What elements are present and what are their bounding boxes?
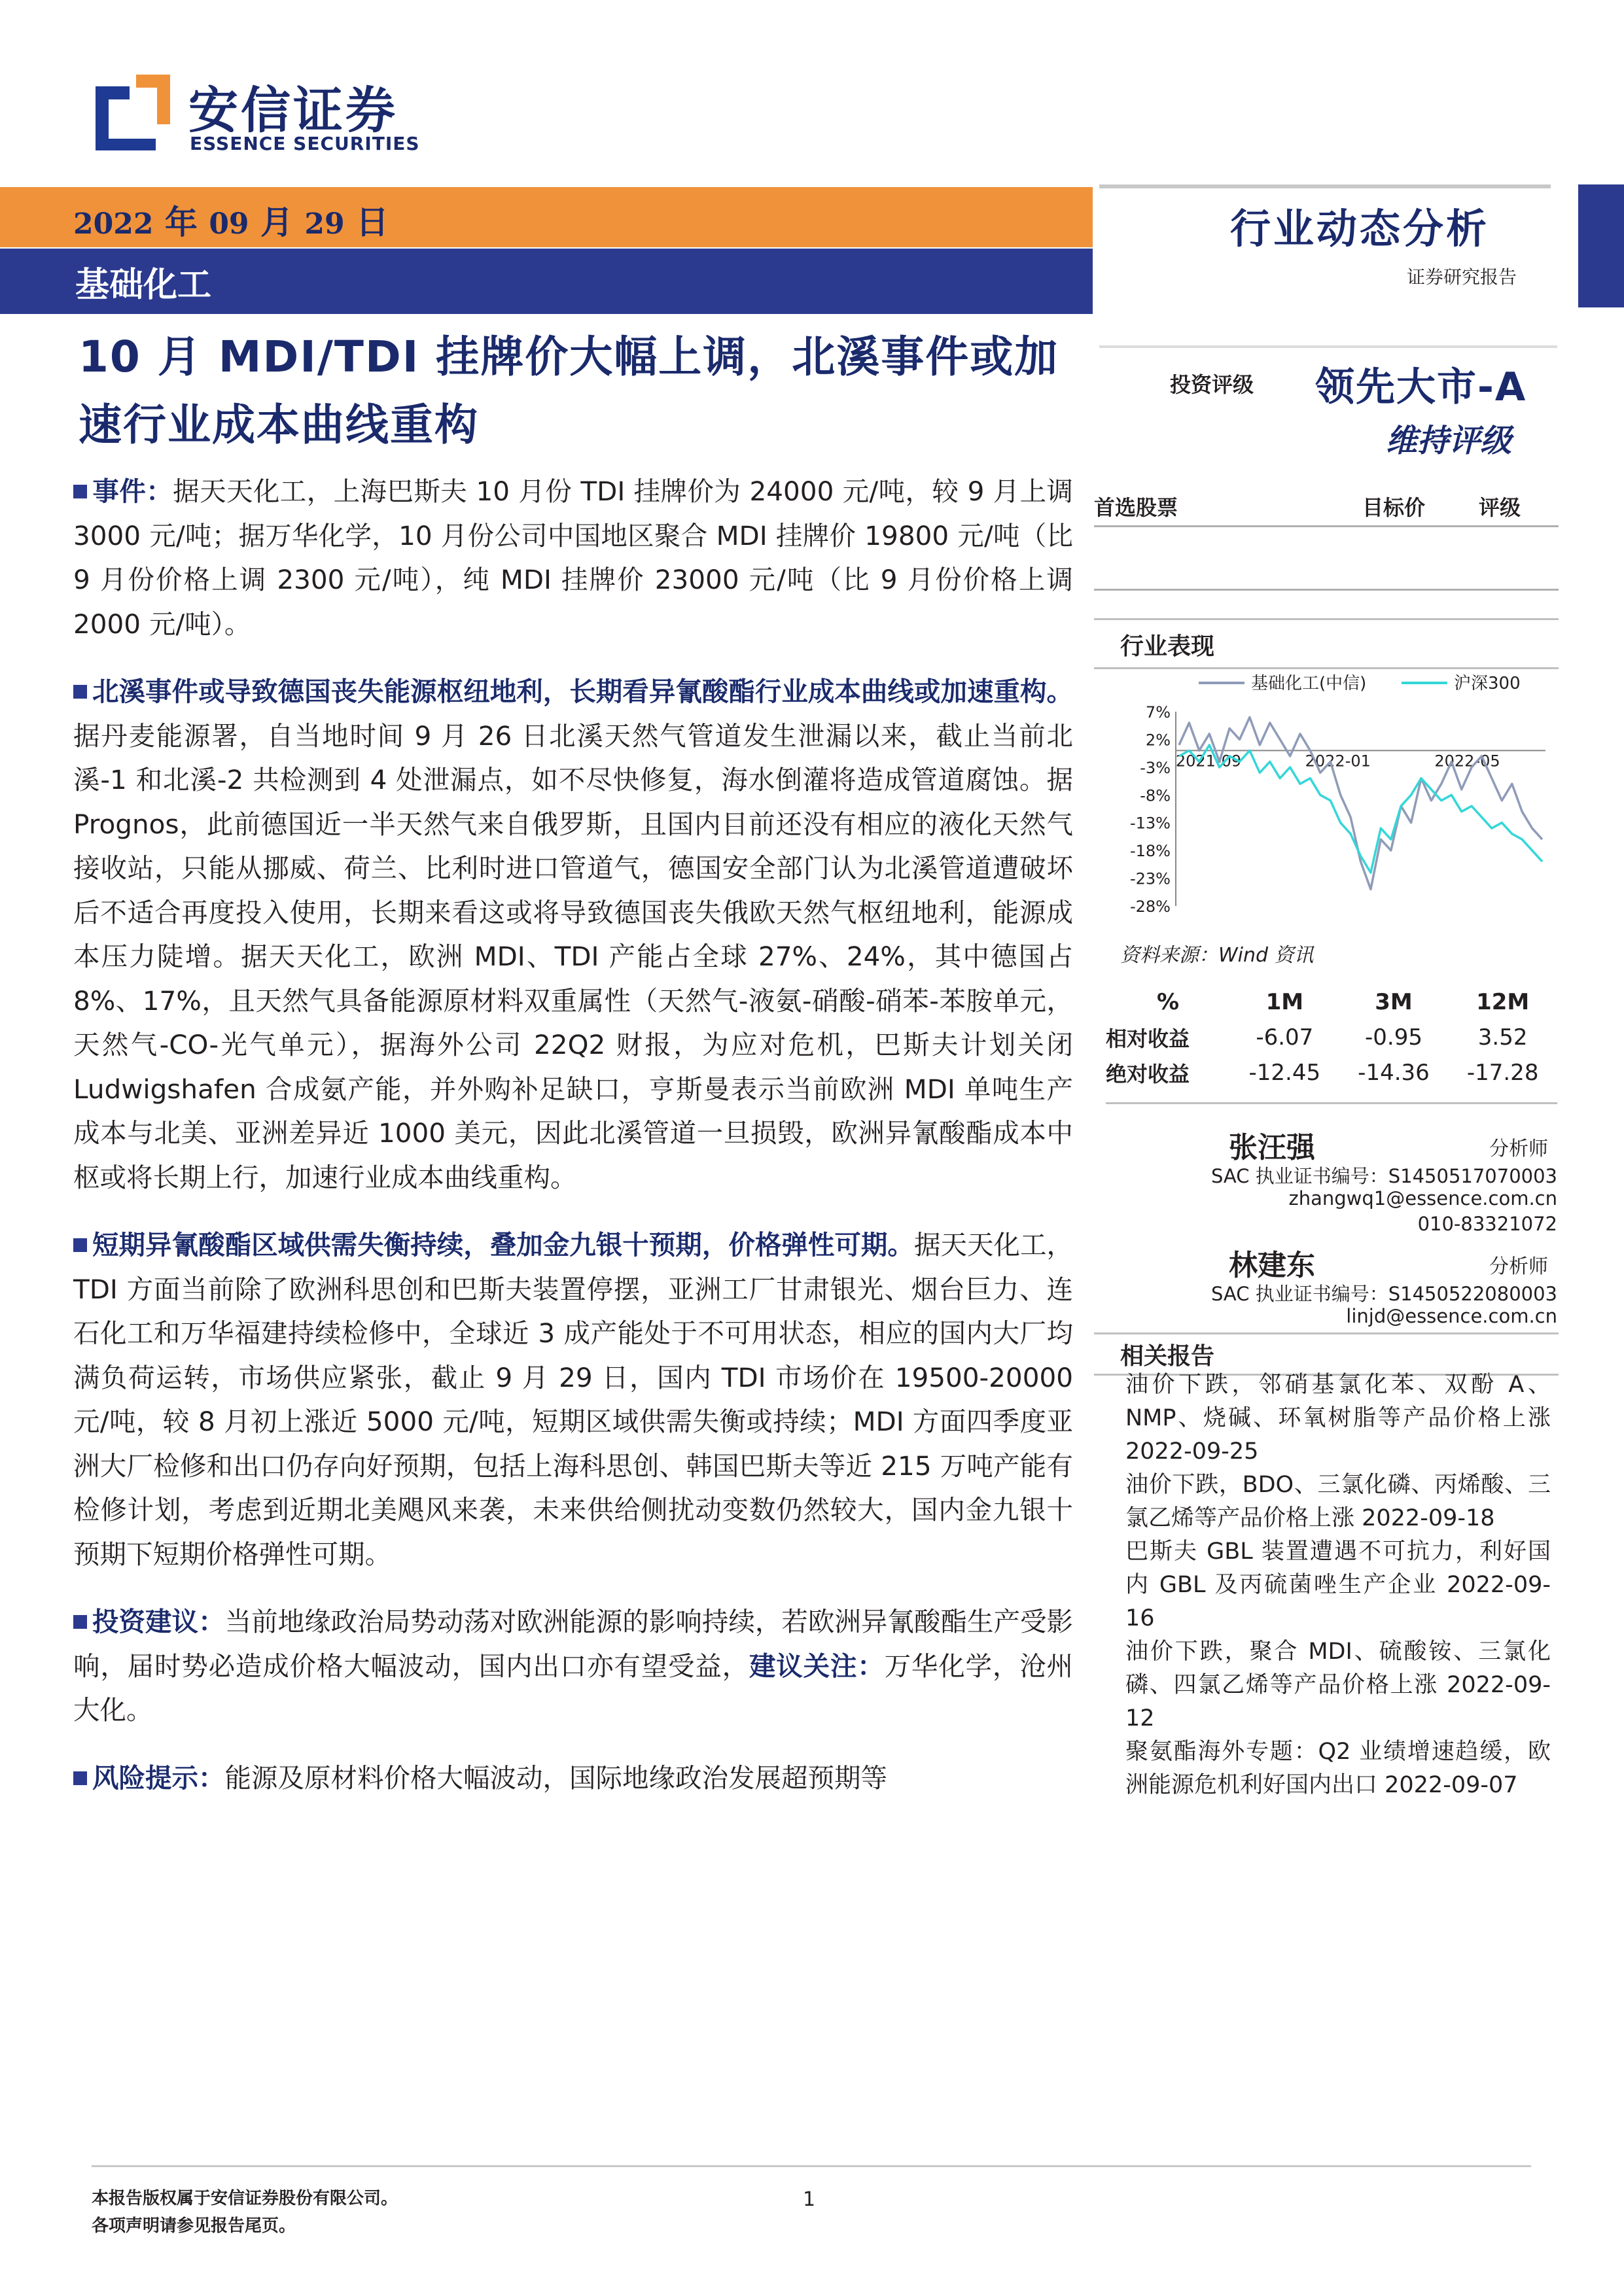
report-type: 行业动态分析 [1230, 205, 1490, 252]
returns-cell: -17.28 [1466, 1060, 1539, 1086]
bullet-square-icon [73, 485, 87, 498]
page-number: 1 [803, 2188, 816, 2211]
paragraph-text-recommend: 万华化学，沧州大化。 [73, 1650, 1074, 1726]
y-tick-label: 7% [1145, 703, 1171, 722]
paragraph-nordstream [73, 670, 1073, 1200]
returns-header-cell: 12M [1476, 989, 1530, 1015]
returns-header-cell: 1M [1265, 989, 1304, 1015]
rating-divider [1099, 345, 1557, 348]
paragraph-text: 能源及原材料价格大幅波动，国际地缘政治发展超预期等 [224, 1762, 887, 1794]
analyst-email[interactable]: zhangwq1@essence.com.cn [1288, 1187, 1557, 1209]
x-tick-label: 2022-01 [1305, 752, 1371, 771]
stocks-table-header [1094, 487, 1559, 527]
footer-divider [92, 2165, 1531, 2167]
paragraph-lead: 北溪事件或导致德国丧失能源枢纽地利，长期看异氰酸酯行业成本曲线或加速重构。 [92, 676, 1073, 707]
report-date [73, 196, 389, 243]
analyst-cert: SAC 执业证书编号：S1450522080003 [1210, 1283, 1557, 1305]
returns-row-label: 相对收益 [1106, 1026, 1190, 1051]
report-body [73, 470, 1073, 1824]
stocks-table-bottom [1094, 589, 1559, 591]
related-report-item[interactable]: 巴斯夫 GBL 装置遭遇不可抗力，利好国内 GBL 及丙硫菌唑生产企业 2022-09-16 [1125, 1539, 1551, 1631]
date-year: 2022 [73, 207, 154, 241]
footer-copyright: 本报告版权属于安信证券股份有限公司。 [92, 2189, 398, 2208]
header-accent-block [1578, 184, 1624, 307]
chart-source: 资料来源：Wind 资讯 [1120, 944, 1314, 967]
y-tick-label: -18% [1129, 842, 1171, 861]
logo-icon [90, 71, 175, 156]
date-year-unit: 年 [164, 203, 198, 241]
x-tick-label: 2021-09 [1175, 752, 1242, 771]
related-report-item[interactable]: 油价下跌，聚合 MDI、硫酸铵、三氯化磷、四氯乙烯等产品价格上涨 2022-09-12 [1125, 1639, 1551, 1731]
returns-cell: -0.95 [1364, 1024, 1422, 1051]
returns-table [1106, 984, 1557, 1090]
company-logo [90, 65, 431, 164]
bullet-square-icon [73, 1615, 87, 1629]
related-reports-title: 相关报告 [1120, 1343, 1215, 1370]
footer-notice: 各项声明请参见报告尾页。 [92, 2216, 296, 2236]
returns-row-relative [1106, 1020, 1557, 1055]
sector-label: 基础化工 [75, 266, 212, 305]
analyst-name: 张汪强 [1229, 1131, 1315, 1164]
performance-chart-svg [1094, 667, 1559, 929]
paragraph-event [73, 470, 1073, 646]
logo-english: ESSENCE SECURITIES [190, 133, 420, 154]
returns-cell: -12.45 [1248, 1060, 1321, 1086]
logo-name: 安信证券 [188, 81, 398, 139]
y-tick-label: 2% [1145, 731, 1171, 750]
rating-status: 维持评级 [1386, 423, 1512, 459]
y-tick-label: -23% [1129, 869, 1171, 888]
date-month-unit: 月 [260, 203, 293, 241]
paragraph-text: 据天天化工，TDI 方面当前除了欧洲科思创和巴斯夫装置停摆，亚洲工厂甘肃银光、烟台巨力、连石化工和万华福建持续检修中，全球近 3 成产能处于不可用状态，相应的国内大厂均满负荷运转，市场供应紧张，截止 9 月 29 日，国内 TDI 市场价在 19500-20000 元/吨，较 8 月初上涨近 5000 元/吨，短期区域供需失衡或持续；MDI 方面四季度亚洲大厂检修和出口仍存向好预期，包括上海科思创、韩国巴斯夫等近 215 万吨产能有检修计划，考虑到近期北美飓风来袭，未来供给侧扰动变数仍然较大，国内金九银十预期下短期价格弹性可期。 [73, 1229, 1074, 1570]
header-divider [1099, 184, 1551, 188]
stocks-col-stock: 首选股票 [1094, 495, 1178, 520]
bullet-square-icon [73, 1771, 87, 1785]
y-tick-label: -13% [1129, 814, 1171, 833]
returns-header-row [1106, 984, 1557, 1020]
related-report-item[interactable]: 油价下跌，邻硝基氯化苯、双酚 A、NMP、烧碱、环氧树脂等产品价格上涨 2022-09-25 [1125, 1372, 1551, 1465]
analyst-role: 分析师 [1489, 1255, 1548, 1278]
paragraph-lead: 投资建议： [92, 1606, 225, 1637]
paragraph-lead: 事件： [92, 476, 173, 507]
related-report-item[interactable]: 油价下跌，BDO、三氯化磷、丙烯酸、三氯乙烯等产品价格上涨 2022-09-18 [1125, 1472, 1551, 1531]
report-title: 10 月 MDI/TDI 挂牌价大幅上调，北溪事件或加速行业成本曲线重构 [79, 332, 1059, 450]
stocks-col-target: 目标价 [1362, 495, 1426, 520]
analyst-cert: SAC 执业证书编号：S1450517070003 [1210, 1165, 1557, 1187]
legend-label: 基础化工(中信) [1251, 674, 1367, 693]
paragraph-lead-recommend: 建议关注： [749, 1650, 885, 1682]
performance-title: 行业表现 [1120, 633, 1215, 660]
returns-cell: 3.52 [1477, 1024, 1528, 1051]
related-report-item[interactable]: 聚氨酯海外专题：Q2 业绩增速趋缓，欧洲能源危机利好国内出口 2022-09-07 [1125, 1739, 1551, 1798]
paragraph-lead: 短期异氰酸酯区域供需失衡持续，叠加金九银十预期，价格弹性可期。 [92, 1229, 914, 1261]
returns-row-label: 绝对收益 [1106, 1062, 1190, 1087]
x-tick-label: 2022-05 [1434, 752, 1500, 771]
bullet-square-icon [73, 685, 87, 699]
analyst-email[interactable]: linjd@essence.com.cn [1346, 1305, 1557, 1327]
report-subtype: 证券研究报告 [1407, 266, 1517, 288]
returns-header-cell: 3M [1375, 989, 1413, 1015]
bullet-square-icon [73, 1238, 87, 1252]
date-day: 29 [304, 207, 345, 241]
y-tick-label: -3% [1140, 758, 1171, 777]
y-tick-label: -28% [1129, 897, 1171, 916]
paragraph-risk [73, 1756, 1073, 1801]
paragraph-short-term [73, 1223, 1073, 1576]
paragraph-text: 据天天化工，上海巴斯夫 10 月份 TDI 挂牌价为 24000 元/吨，较 9 月上调 3000 元/吨；据万华化学，10 月份公司中国地区聚合 MDI 挂牌价 19800 元/吨（比 9 月份价格上调 2300 元/吨），纯 MDI 挂牌价 23000 元/吨（比 9 月份价格上调 2000 元/吨）。 [73, 476, 1073, 640]
date-month: 09 [209, 207, 249, 241]
series-line-sector [1179, 718, 1542, 890]
analyst-name: 林建东 [1229, 1249, 1315, 1282]
returns-cell: -14.36 [1358, 1060, 1430, 1086]
returns-row-absolute [1106, 1055, 1557, 1090]
rating-label: 投资评级 [1170, 372, 1254, 397]
analyst-phone: 010-83321072 [1417, 1213, 1557, 1235]
rating-value: 领先大市-A [1315, 364, 1527, 410]
paragraph-text: 当前地缘政治局势动荡对欧洲能源的影响持续，若欧洲异氰酸酯生产受影响，届时势必造成价格大幅波动，国内出口亦有望受益， [73, 1606, 1074, 1682]
stocks-col-rating: 评级 [1479, 495, 1521, 520]
footer-disclaimer [92, 2185, 398, 2240]
paragraph-lead: 风险提示： [92, 1762, 225, 1794]
y-tick-label: -8% [1140, 786, 1171, 805]
returns-cell: -6.07 [1256, 1024, 1314, 1051]
paragraph-investment [73, 1600, 1073, 1733]
legend-label: 沪深300 [1454, 674, 1521, 693]
date-day-unit: 日 [356, 203, 389, 241]
related-reports-list [1125, 1368, 1551, 1802]
returns-table-bottom [1106, 1102, 1557, 1104]
returns-header-cell: % [1156, 989, 1180, 1015]
analyst-role: 分析师 [1489, 1138, 1548, 1160]
paragraph-text: 据丹麦能源署，自当地时间 9 月 26 日北溪天然气管道发生泄漏以来，截止当前北溪-1 和北溪-2 共检测到 4 处泄漏点，如不尽快修复，海水倒灌将造成管道腐蚀。据 Prognos，此前德国近一半天然气来自俄罗斯，且国内目前还没有相应的液化天然气接收站，只能从挪威、荷兰、比利时进口管道气，德国安全部门认为北溪管道遭破坏后不适合再度投入使用，长期来看这或将导致德国丧失俄欧天然气枢纽地利，能源成本压力陡增。据天天化工，欧洲 MDI、TDI 产能占全球 27%、24%，其中德国占 8%、17%，且天然气具备能源原材料双重属性（天然气-液氨-硝酸-硝苯-苯胺单元，天然气-CO-光气单元），据海外公司 22Q2 财报，为应对危机，巴斯夫计划关闭 Ludwigshafen 合成氨产能，并外购补足缺口，亨斯曼表示当前欧洲 MDI 单吨生产成本与北美、亚洲差异近 1000 美元，因此北溪管道一旦损毁，欧洲异氰酸酯成本中枢或将长期上行，加速行业成本曲线重构。 [73, 720, 1073, 1193]
performance-chart [1094, 667, 1559, 929]
